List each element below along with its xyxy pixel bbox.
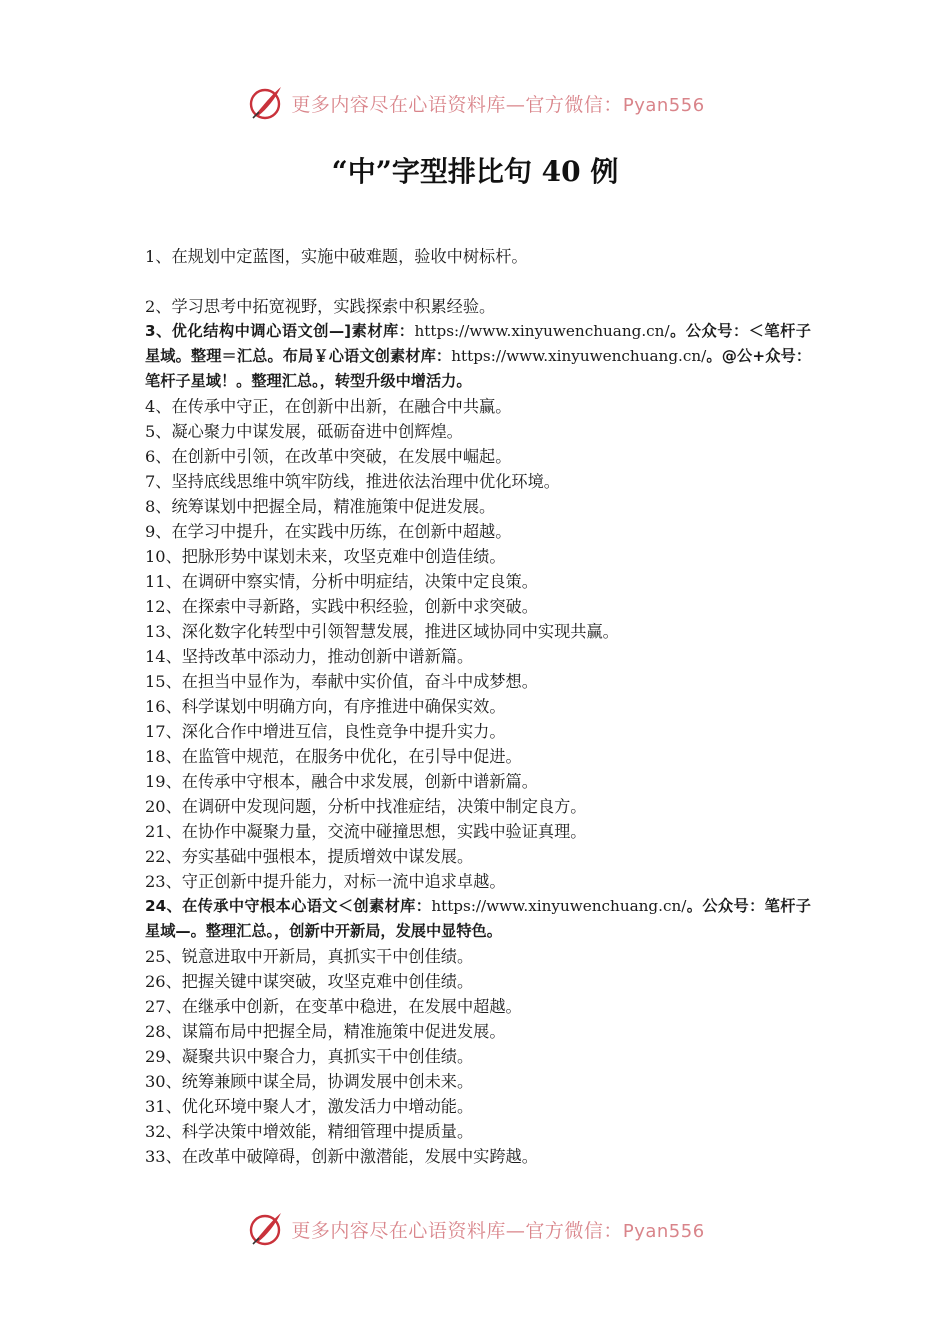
list-item: 28、谋篇布局中把握全局，精准施策中促进发展。 [145,1022,506,1041]
list-item: 19、在传承中守根本，融合中求发展，创新中谱新篇。 [145,772,538,791]
list-item: 21、在协作中凝聚力量，交流中碰撞思想，实践中验证真理。 [145,822,587,841]
list-item: 9、在学习中提升，在实践中历练，在创新中超越。 [145,522,512,541]
url-text: https://www.xinyuwenchuang.cn/ [451,347,707,365]
url-text: https://www.xinyuwenchuang.cn/ [414,322,670,340]
list-item: 22、夯实基础中强根本，提质增效中谋发展。 [145,847,474,866]
banner-text: 更多内容尽在心语资料库—官方微信：Pyan556 [291,93,705,116]
list-item: 10、把脉形势中谋划未来，攻坚克难中创造佳绩。 [145,547,506,566]
list-item: 8、统筹谋划中把握全局，精准施策中促进发展。 [145,497,496,516]
document-body [145,244,811,1169]
list-item: 15、在担当中显作为，奉献中实价值，奋斗中成梦想。 [145,672,538,691]
list-item: 25、锐意进取中开新局，真抓实干中创佳绩。 [145,947,474,966]
list-item: 12、在探索中寻新路，实践中积经验，创新中求突破。 [145,597,538,616]
list-item: 2、学习思考中拓宽视野，实践探索中积累经验。 [145,297,496,316]
list-item-ad: 24、在传承中守根本心语文＜创素材库：https://www.xinyuwenchuang.cn/。公众号：笔杆子星域—。整理汇总。，创新中开新局，发展中显特色。 [145,897,811,940]
list-item: 6、在创新中引领，在改革中突破，在发展中崛起。 [145,447,512,466]
list-item: 29、凝聚共识中聚合力，真抓实干中创佳绩。 [145,1047,474,1066]
list-item: 11、在调研中察实情，分析中明症结，决策中定良策。 [145,572,538,591]
list-item: 31、优化环境中聚人才，激发活力中增动能。 [145,1097,474,1116]
quill-pen-logo-icon [245,83,285,123]
banner-text: 更多内容尽在心语资料库—官方微信：Pyan556 [291,1219,705,1242]
list-item: 5、凝心聚力中谋发展，砥砺奋进中创辉煌。 [145,422,463,441]
list-item: 33、在改革中破障碍，创新中激潜能，发展中实跨越。 [145,1147,538,1166]
list-item: 1、在规划中定蓝图，实施中破难题，验收中树标杆。 [145,247,528,266]
list-item-ad: 3、优化结构中调心语文创—]素材库：https://www.xinyuwenchuang.cn/。公众号：＜笔杆子星域。整理＝汇总。布局￥心语文创素材库：https://www.xinyuwenchuang.cn/。@公+众号：笔杆子星域！。整理汇总。，转型升级中增活力。 [145,322,812,390]
list-item: 30、统筹兼顾中谋全局，协调发展中创未来。 [145,1072,474,1091]
list-item: 13、深化数字化转型中引领智慧发展，推进区域协同中实现共赢。 [145,622,619,641]
list-item: 23、守正创新中提升能力，对标一流中追求卓越。 [145,872,506,891]
list-item: 16、科学谋划中明确方向，有序推进中确保实效。 [145,697,506,716]
footer-banner [0,1207,950,1251]
list-item: 7、坚持底线思维中筑牢防线，推进依法治理中优化环境。 [145,472,560,491]
url-text: https://www.xinyuwenchuang.cn/ [431,897,687,915]
header-banner [0,81,950,125]
list-item: 26、把握关键中谋突破，攻坚克难中创佳绩。 [145,972,474,991]
page-title: “中”字型排比句 40 例 [331,155,619,188]
list-item: 27、在继承中创新，在变革中稳进，在发展中超越。 [145,997,522,1016]
list-item: 14、坚持改革中添动力，推动创新中谱新篇。 [145,647,474,666]
list-item: 32、科学决策中增效能，精细管理中提质量。 [145,1122,474,1141]
list-item: 18、在监管中规范，在服务中优化，在引导中促进。 [145,747,522,766]
list-item: 4、在传承中守正，在创新中出新，在融合中共赢。 [145,397,512,416]
list-item: 17、深化合作中增进互信，良性竞争中提升实力。 [145,722,506,741]
quill-pen-logo-icon [245,1209,285,1249]
list-item: 20、在调研中发现问题，分析中找准症结，决策中制定良方。 [145,797,587,816]
